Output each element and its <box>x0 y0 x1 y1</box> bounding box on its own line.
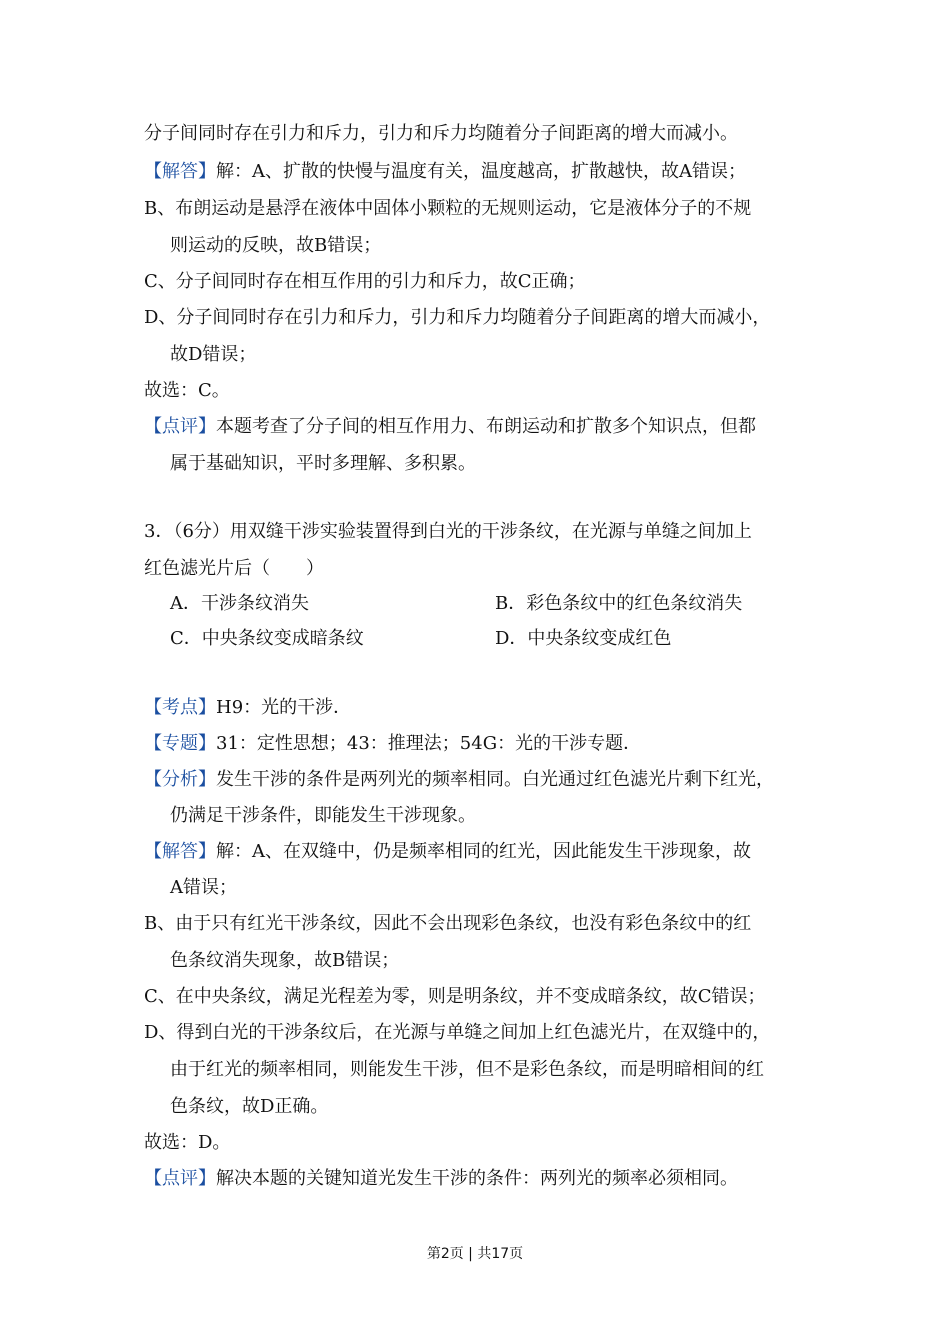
q3-b-line1: B、由于只有红光干涉条纹，因此不会出现彩色条纹，也没有彩色条纹中的红 <box>144 913 752 934</box>
q3-option-a: A．干涉条纹消失 <box>170 593 309 614</box>
q3-fenxi <box>144 768 774 792</box>
q3-b-line2: 色条纹消失现象，故B错误； <box>170 950 400 971</box>
prev-comment-text: 本题考查了分子间的相互作用力、布朗运动和扩散多个知识点，但都 <box>216 416 756 437</box>
tag-kaodian: 【考点】 <box>144 697 216 718</box>
q3-option-c: C．中央条纹变成暗条纹 <box>170 628 364 649</box>
q3-jieda-text: 解：A、在双缝中，仍是频率相同的红光，因此能发生干涉现象，故 <box>216 841 751 862</box>
tag-jieda: 【解答】 <box>144 161 216 182</box>
q3-d-line2: 由于红光的频率相同，则能发生干涉，但不是彩色条纹，而是明暗相间的红 <box>170 1059 764 1080</box>
q3-d-line1: D、得到白光的干涉条纹后，在光源与单缝之间加上红色滤光片，在双缝中的， <box>144 1022 771 1043</box>
tag-dianping-q3: 【点评】 <box>144 1168 216 1189</box>
prev-d-line1: D、分子间同时存在引力和斥力，引力和斥力均随着分子间距离的增大而减小， <box>144 307 771 328</box>
tag-dianping: 【点评】 <box>144 416 216 437</box>
q3-kaodian-text: H9：光的干涉． <box>216 697 352 718</box>
q3-jieda-line2: A错误； <box>170 877 237 898</box>
q3-c-line: C、在中央条纹，满足光程差为零，则是明条纹，并不变成暗条纹，故C错误； <box>144 986 766 1007</box>
q3-fenxi-text: 发生干涉的条件是两列光的频率相同。白光通过红色滤光片剩下红光， <box>216 769 774 790</box>
prev-c-line: C、分子间同时存在相互作用的引力和斥力，故C正确； <box>144 271 586 292</box>
q3-stem-line2: 红色滤光片后（ ） <box>144 558 324 579</box>
prev-answer <box>144 160 746 184</box>
q3-fenxi-line2: 仍满足干涉条件，即能发生干涉现象。 <box>170 805 476 826</box>
page-footer: 第2页 | 共17页 <box>426 1246 524 1262</box>
tag-fenxi: 【分析】 <box>144 769 216 790</box>
prev-answer-text: 解：A、扩散的快慢与温度有关，温度越高，扩散越快，故A错误； <box>216 161 746 182</box>
q3-d-line3: 色条纹，故D正确。 <box>170 1096 329 1117</box>
q3-comment <box>144 1167 738 1191</box>
q3-kaodian <box>144 696 351 720</box>
q3-zhuanti <box>144 732 641 756</box>
prev-b-line2: 则运动的反映，故B错误； <box>170 235 382 256</box>
prev-text-line: 分子间同时存在引力和斥力，引力和斥力均随着分子间距离的增大而减小。 <box>144 123 738 144</box>
q3-zhuanti-text: 31：定性思想；43：推理法；54G：光的干涉专题． <box>216 733 642 754</box>
tag-zhuanti: 【专题】 <box>144 733 216 754</box>
q3-jieda <box>144 840 751 864</box>
q3-option-d: D．中央条纹变成红色 <box>495 628 672 649</box>
q3-choice: 故选：D。 <box>144 1132 231 1153</box>
prev-comment <box>144 415 756 439</box>
prev-choice: 故选：C。 <box>144 380 230 401</box>
q3-stem-line1: 3．（6分）用双缝干涉实验装置得到白光的干涉条纹，在光源与单缝之间加上 <box>144 521 752 542</box>
q3-option-b: B．彩色条纹中的红色条纹消失 <box>495 593 743 614</box>
prev-d-line2: 故D错误； <box>170 344 257 365</box>
prev-b-line1: B、布朗运动是悬浮在液体中固体小颗粒的无规则运动，它是液体分子的不规 <box>144 198 752 219</box>
tag-jieda-q3: 【解答】 <box>144 841 216 862</box>
q3-comment-text: 解决本题的关键知道光发生干涉的条件：两列光的频率必须相同。 <box>216 1168 738 1189</box>
prev-comment-line2: 属于基础知识，平时多理解、多积累。 <box>170 453 476 474</box>
